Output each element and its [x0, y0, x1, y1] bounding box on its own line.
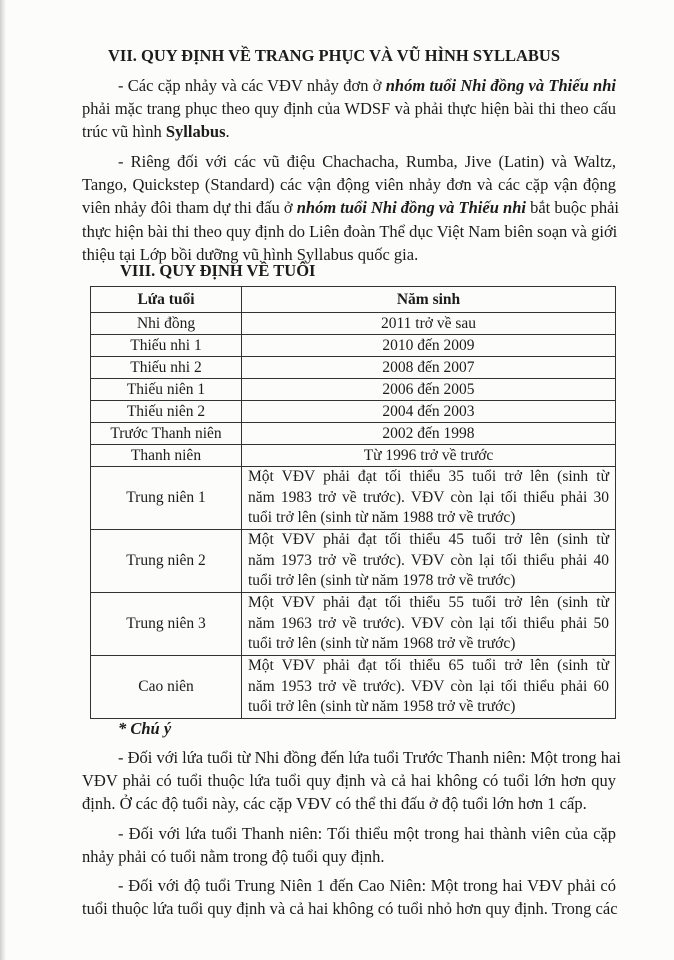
column-header-age-group: Lứa tuổi: [91, 287, 242, 313]
cell-text-line: Một VĐV phải đạt tối thiểu 65 tuổi trở lên (sinh từ: [248, 657, 609, 675]
birth-year-cell: 2010 đến 2009: [242, 335, 616, 357]
text-line: [82, 196, 619, 219]
table-row: [91, 593, 616, 656]
text-line: định. Ở các độ tuổi này, các cặp VĐV có thể thi đấu ở độ tuổi lớn hơn 1 cấp.: [82, 794, 587, 814]
birth-year-description-cell: [242, 593, 616, 656]
cell-text-line: Một VĐV phải đạt tối thiểu 35 tuổi trở lên (sinh từ: [248, 468, 609, 486]
text-run: viên nhảy đôi tham dự thi đấu ở: [82, 198, 297, 218]
table-row: [91, 467, 616, 530]
text-line: thiệu tại Lớp bồi dưỡng vũ hình Syllabus quốc gia.: [82, 244, 419, 264]
text-line: - Đối với lứa tuổi từ Nhi đồng đến lứa tuổi Trước Thanh niên: Một trong hai: [118, 748, 621, 767]
text-line: thực hiện bài thi theo quy định do Liên đoàn Thể dục Việt Nam biên soạn và giới: [82, 221, 618, 241]
table-row: [91, 656, 616, 719]
text-line: [82, 74, 616, 97]
cell-text-line: năm 1963 trở về trước). VĐV còn lại tối thiểu phải 50: [248, 614, 609, 632]
text-run: - Các cặp nhảy và các VĐV nhảy đơn ở: [118, 76, 386, 95]
table-row: [91, 379, 616, 401]
birth-year-cell: 2002 đến 1998: [242, 423, 616, 445]
age-group-cell: Trước Thanh niên: [91, 423, 242, 445]
cell-text-line: năm 1973 trở về trước). VĐV còn lại tối thiểu phải 40: [248, 551, 609, 569]
text-line: nhảy phải có tuổi nằm trong độ tuổi quy định.: [82, 847, 385, 867]
age-group-cell: Thiếu niên 2: [91, 401, 242, 423]
age-group-cell: Trung niên 3: [91, 593, 242, 656]
birth-year-cell: Từ 1996 trở về trước: [242, 445, 616, 467]
table-row: [91, 445, 616, 467]
section-7-paragraph-1: [82, 74, 616, 144]
section-7-heading: VII. QUY ĐỊNH VỀ TRANG PHỤC VÀ VŨ HÌNH SYLLABUS: [108, 46, 560, 65]
cell-text-line: tuổi trở lên (sinh từ năm 1968 trở về trước): [248, 635, 516, 653]
age-group-cell: Thiếu nhi 1: [91, 335, 242, 357]
table-row: [91, 401, 616, 423]
birth-year-cell: 2004 đến 2003: [242, 401, 616, 423]
cell-text-line: tuổi trở lên (sinh từ năm 1988 trở về trước): [248, 509, 516, 527]
text-line: - Đối với lứa tuổi Thanh niên: Tối thiểu một trong hai thành viên của cặp: [118, 824, 616, 843]
bold-text: Syllabus: [165, 122, 226, 142]
note-title: * Chú ý: [118, 719, 172, 738]
age-group-cell: Trung niên 2: [91, 530, 242, 593]
text-run: .: [225, 122, 230, 142]
section-8-heading: VIII. QUY ĐỊNH VỀ TUỔI: [120, 261, 316, 280]
cell-text-line: tuổi trở lên (sinh từ năm 1978 trở về trước): [248, 572, 516, 590]
age-group-table: [90, 286, 616, 719]
note-paragraph-3: [82, 874, 616, 920]
text-run: trúc vũ hình: [82, 122, 166, 142]
text-line: Tango, Quickstep (Standard) các vận động viên nhảy đơn và các cặp vận động: [82, 175, 616, 195]
birth-year-cell: 2006 đến 2005: [242, 379, 616, 401]
text-line: VĐV phải có tuổi thuộc lứa tuổi quy định và cả hai không có tuổi lớn hơn quy: [82, 771, 616, 791]
text-run: bắt buộc phải: [525, 198, 619, 218]
birth-year-description-cell: [242, 530, 616, 593]
birth-year-cell: 2011 trở về sau: [242, 313, 616, 335]
table-row: [91, 335, 616, 357]
cell-text-line: Một VĐV phải đạt tối thiểu 55 tuổi trở lên (sinh từ: [248, 594, 609, 612]
page-edge-shadow: [0, 0, 6, 960]
table-row: [91, 423, 616, 445]
table-row: [91, 357, 616, 379]
cell-text-line: năm 1983 trở về trước). VĐV còn lại tối thiểu phải 30: [248, 488, 609, 506]
age-group-cell: Cao niên: [91, 656, 242, 719]
emphasis-text: nhóm tuổi Nhi đồng và Thiếu nhi: [385, 76, 616, 95]
note-paragraph-2: [82, 822, 616, 868]
age-group-cell: Nhi đồng: [91, 313, 242, 335]
text-line: - Riêng đối với các vũ điệu Chachacha, Rumba, Jive (Latin) và Waltz,: [118, 152, 616, 171]
table-row: [91, 530, 616, 593]
age-group-cell: Trung niên 1: [91, 467, 242, 530]
text-line: - Đối với độ tuổi Trung Niên 1 đến Cao Niên: Một trong hai VĐV phải có: [118, 876, 616, 895]
birth-year-description-cell: [242, 656, 616, 719]
cell-text-line: Một VĐV phải đạt tối thiểu 45 tuổi trở lên (sinh từ: [248, 531, 609, 549]
text-line: [82, 120, 616, 143]
cell-text-line: tuổi trở lên (sinh từ năm 1958 trở về trước): [248, 698, 516, 716]
age-group-cell: Thiếu niên 1: [91, 379, 242, 401]
section-7-paragraph-2: [82, 150, 619, 266]
emphasis-text: nhóm tuổi Nhi đồng và Thiếu nhi: [296, 198, 526, 218]
birth-year-cell: 2008 đến 2007: [242, 357, 616, 379]
text-line: phải mặc trang phục theo quy định của WDSF và phải thực hiện bài thi theo cấu: [82, 99, 616, 119]
column-header-birth-year: Năm sinh: [242, 287, 616, 313]
table-row: [91, 313, 616, 335]
birth-year-description-cell: [242, 467, 616, 530]
cell-text-line: năm 1953 trở về trước). VĐV còn lại tối thiểu phải 60: [248, 677, 609, 695]
text-line: tuổi thuộc lứa tuổi quy định và cả hai không có tuổi nhỏ hơn quy định. Trong các: [82, 899, 618, 919]
age-group-cell: Thanh niên: [91, 445, 242, 467]
table-header-row: [91, 287, 616, 313]
age-group-cell: Thiếu nhi 2: [91, 357, 242, 379]
note-paragraph-1: [82, 746, 621, 816]
